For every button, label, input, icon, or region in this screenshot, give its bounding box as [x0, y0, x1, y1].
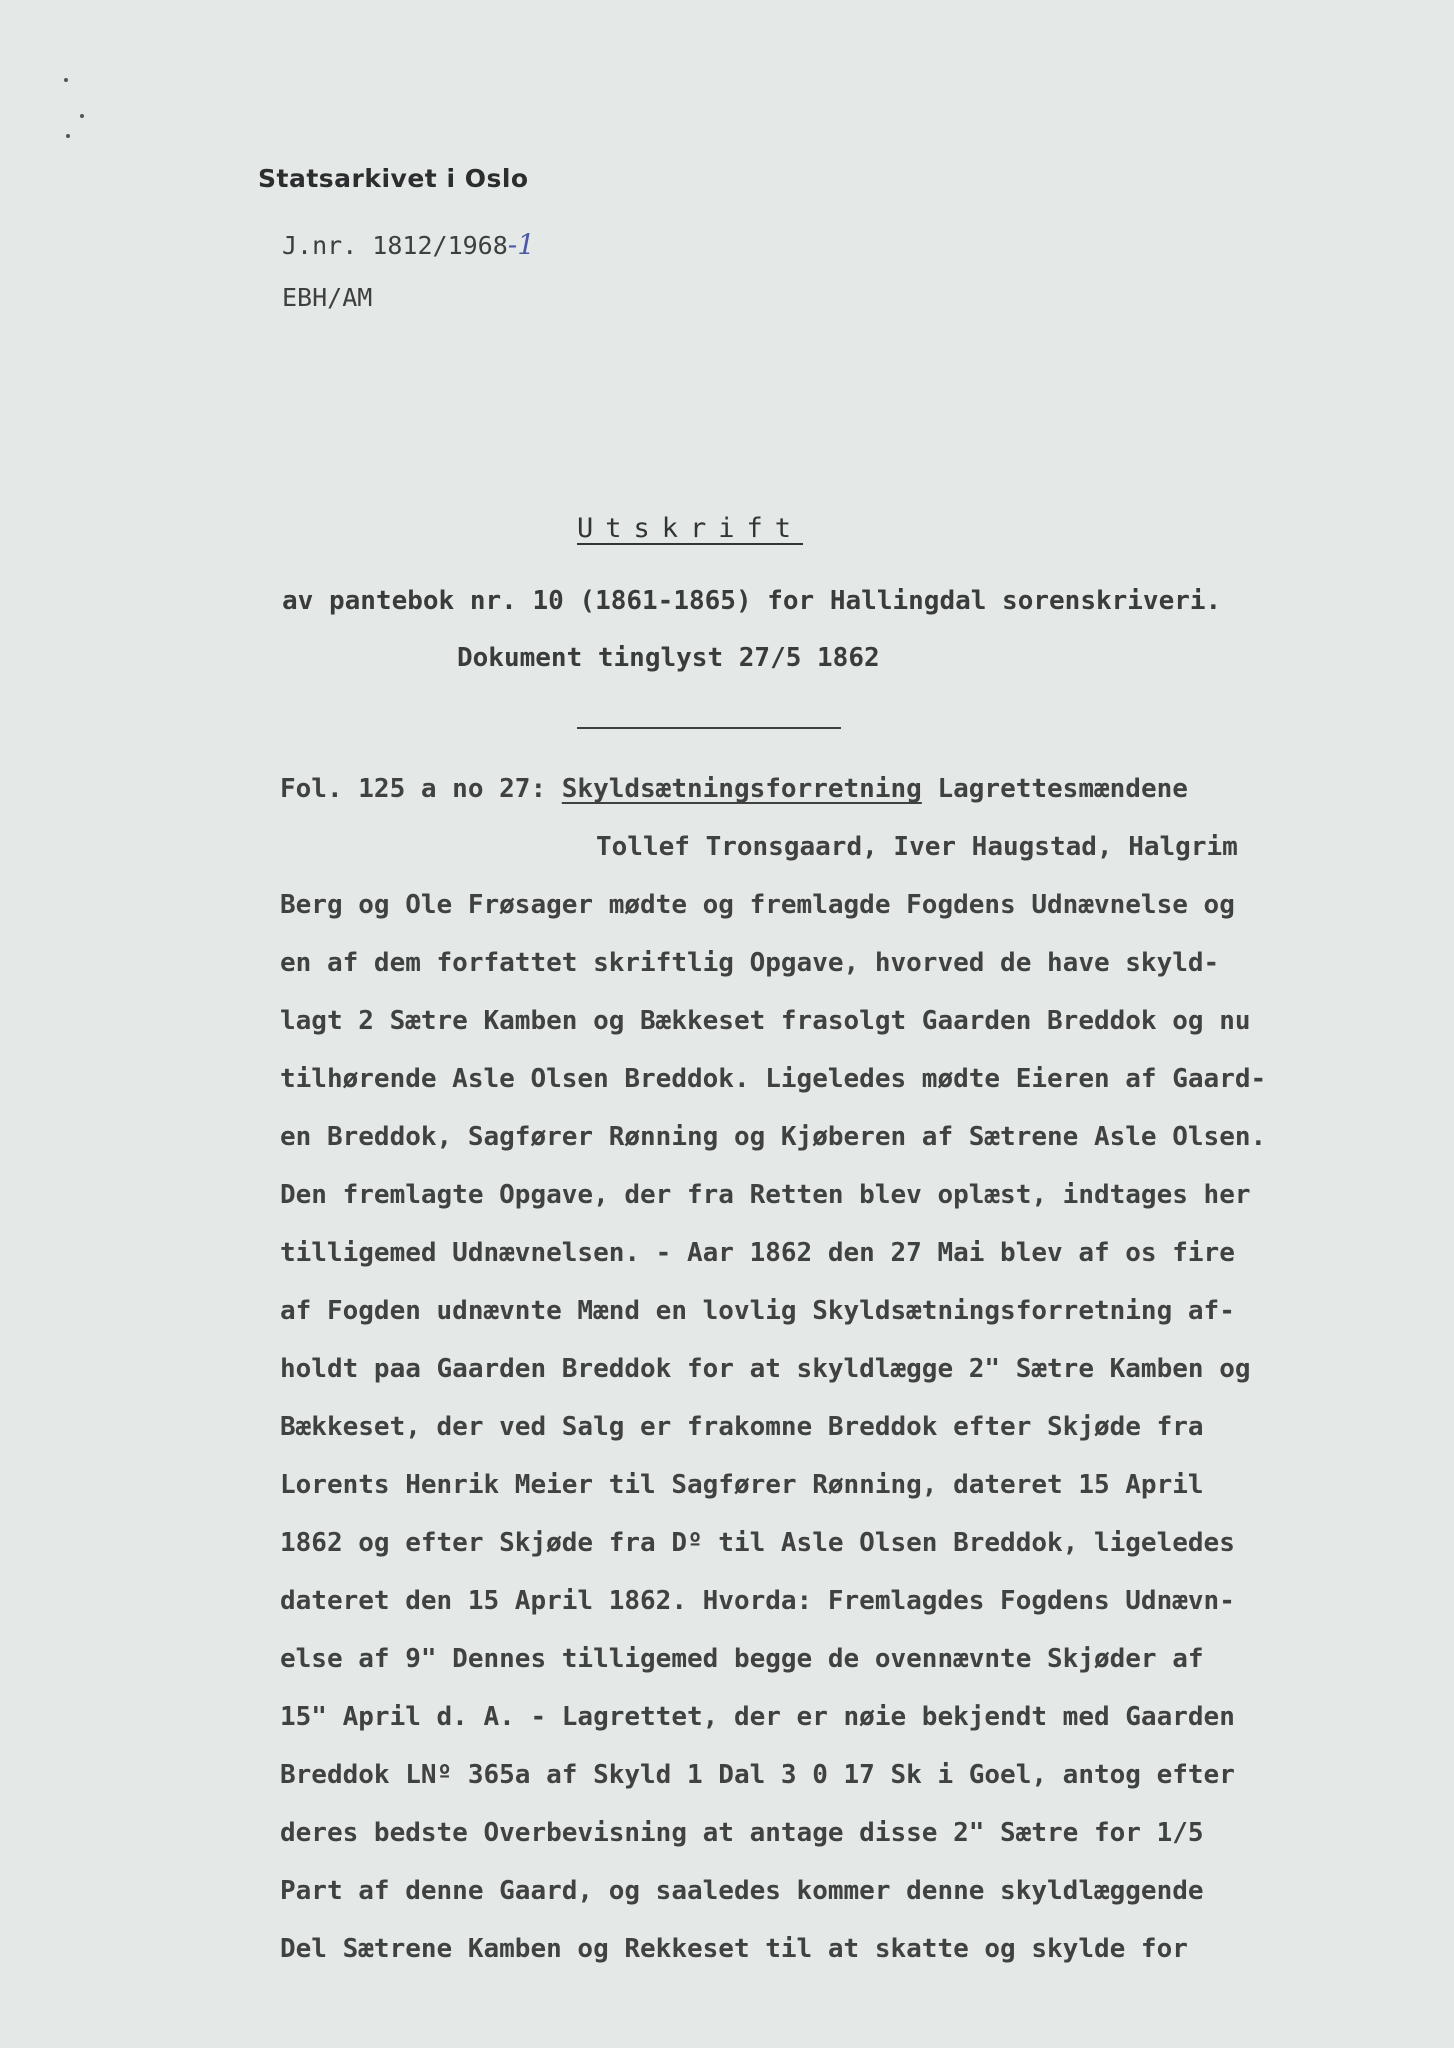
journal-number — [282, 228, 535, 261]
body-line-0: Lagrettesmændene — [937, 774, 1188, 804]
folio-line — [280, 774, 1188, 804]
body-line-18: deres bedste Overbevisning at antage disse 2" Sætre for 1/5 — [280, 1818, 1204, 1848]
body-line-10: holdt paa Gaarden Breddok for at skyldlægge 2" Sætre Kamben og — [280, 1354, 1251, 1384]
body-line-13: 1862 og efter Skjøde fra Dº til Asle Olsen Breddok, ligeledes — [280, 1528, 1235, 1558]
body-line-11: Bækkeset, der ved Salg er frakomne Breddok efter Skjøde fra — [280, 1412, 1204, 1442]
initials: EBH/AM — [282, 283, 373, 312]
title-line-2: Dokument tinglyst 27/5 1862 — [457, 643, 880, 673]
archive-stamp: Statsarkivet i Oslo — [258, 164, 529, 193]
body-line-1: Tollef Tronsgaard, Iver Haugstad, Halgrim — [596, 832, 1238, 862]
body-line-16: 15" April d. A. - Lagrettet, der er nøie bekjendt med Gaarden — [280, 1702, 1235, 1732]
journal-number-text: J.nr. 1812/1968 — [282, 231, 508, 260]
body-line-7: Den fremlagte Opgave, der fra Retten blev oplæst, indtages her — [280, 1180, 1251, 1210]
scan-speck — [66, 134, 70, 138]
folio-label: Fol. 125 a no 27: — [280, 774, 547, 804]
title-line-1: av pantebok nr. 10 (1861-1865) for Hallingdal sorenskriveri. — [282, 586, 1222, 616]
body-line-12: Lorents Henrik Meier til Sagfører Rønning, dateret 15 April — [280, 1470, 1204, 1500]
body-line-15: else af 9" Dennes tilligemed begge de ovennævnte Skjøder af — [280, 1644, 1204, 1674]
body-line-2: Berg og Ole Frøsager mødte og fremlagde Fogdens Udnævnelse og — [280, 890, 1235, 920]
separator-rule — [577, 727, 841, 729]
body-line-20: Del Sætrene Kamben og Rekkeset til at skatte og skylde for — [280, 1934, 1188, 1964]
body-line-9: af Fogden udnævnte Mænd en lovlig Skyldsætningsforretning af- — [280, 1296, 1235, 1326]
body-line-8: tilligemed Udnævnelsen. - Aar 1862 den 27 Mai blev af os fire — [280, 1238, 1235, 1268]
body-line-14: dateret den 15 April 1862. Hvorda: Fremlagdes Fogdens Udnævn- — [280, 1586, 1235, 1616]
body-line-6: en Breddok, Sagfører Rønning og Kjøberen af Sætrene Asle Olsen. — [280, 1122, 1267, 1152]
body-line-19: Part af denne Gaard, og saaledes kommer denne skyldlæggende — [280, 1876, 1204, 1906]
body-line-4: lagt 2 Sætre Kamben og Bækkeset frasolgt Gaarden Breddok og nu — [280, 1006, 1251, 1036]
body-line-17: Breddok LNº 365a af Skyld 1 Dal 3 0 17 Sk i Goel, antog efter — [280, 1760, 1235, 1790]
scan-speck — [80, 114, 84, 118]
body-line-5: tilhørende Asle Olsen Breddok. Ligeledes mødte Eieren af Gaard- — [280, 1064, 1267, 1094]
folio-title: Skyldsætningsforretning — [561, 774, 922, 804]
scan-speck — [64, 78, 68, 82]
handwritten-suffix: -1 — [507, 228, 536, 261]
document-heading: Utskrift — [577, 513, 804, 544]
body-line-3: en af dem forfattet skriftlig Opgave, hvorved de have skyld- — [280, 948, 1220, 978]
